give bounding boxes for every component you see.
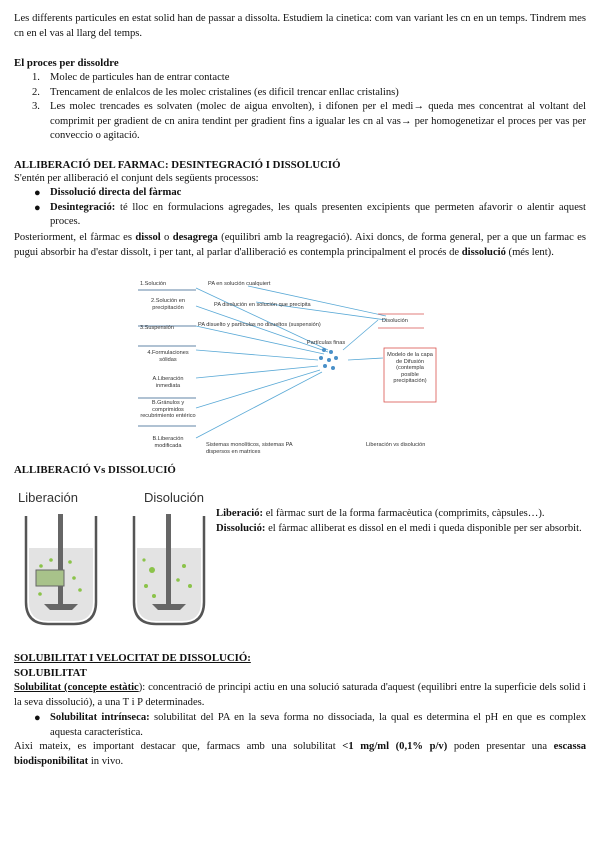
diagram-box-5: A.Liberación inmediata [152,376,184,389]
solubilitat-bullets [14,711,586,740]
liberation-diagram [138,280,460,458]
list-item: ● Solubilitat intrínseca: solubilitat del PA en la seva forma no dissociada, la qual es determina el pH en que es complex aquesta característica. [34,712,586,738]
beakers-illustration [14,486,214,632]
alliberacio-heading: ALLIBERACIÓ DEL FARMAC: DESINTEGRACIÓ I DISSOLUCIÓ [14,159,341,171]
proces-list [14,71,586,144]
diagram-right-top: Disolución [382,318,408,324]
beakers-svg [14,486,214,632]
vs-heading: ALLIBERACIÓ Vs DISSOLUCIÓ [14,464,176,476]
list-item: ● Dissolució directa del fàrmac [34,187,182,199]
liberacio-definition: Liberació: el fàrmac surt de la forma farmacèutica (comprimits, càpsules…). [216,508,545,519]
proces-heading: El proces per dissoldre [14,57,119,69]
disolution-beaker [134,514,204,624]
diagram-box-2: 2.Solución en precipitación [151,298,185,311]
solubilitat-final: Aixi mateix, es important destacar que, farmacs amb una solubilitat <1 mg/ml (0,1% p/v) poden presentar una escassa biodisponibilitat in vivo. [14,741,587,767]
solubilitat-heading: SOLUBILITAT I VELOCITAT DE DISSOLUCIÓ: [14,652,251,664]
liberation-beaker [26,514,96,624]
diagram-box-4: 4.Formulaciones sólidas [147,350,189,363]
diagram-box-3: 3.Suspensión [140,325,174,331]
diagram-label-3: PA disuelto y partículas no disueltos (suspensión) [198,322,321,328]
solubilitat-subheading: SOLUBILITAT [14,667,87,679]
alliberacio-intro: S'entén per alliberació el conjunt dels següents processos: [14,173,259,184]
diagram-bottom-right: Liberación vs disolución [366,442,426,448]
diagram-top-label: PA en solución cualquiert [208,281,271,287]
list-item: 1. Molec de particules han de entrar contacte [32,72,230,83]
intro-paragraph: Les differents particules en estat solid han de passar a dissolta. Estudiem la cinetica: com van variant les cn en un temps. Tindrem mes cn en el vas al llarg del temps. [14,13,586,39]
diagram-box-6: B.Gránulos y comprimidos recubrimiento entérico [140,400,196,419]
list-item: 3. Les molec trencades es solvaten (molec de aigua envolten), i difonen per el medi→ queda mes concentrat al voltant del comprimit per gradient de cn anira tendint per gradient fins a igualar les cn al vas→ per homogenetizar el proces per vas per conveccio o agitació. [32,101,586,141]
diagram-box-7: B.Liberación modificada [152,436,184,449]
list-item: 2. Trencament de enlalcos de les molec cristalines (es dificil trencar enllac cristalins) [32,86,399,98]
list-item: ● Desintegració: té lloc en formulacions agregades, les quals presenten excipients que permeten afavorir o alentir aquest proces. [34,201,586,227]
diagram-box-1: 1.Solución [140,281,167,287]
disolution-label: Disolución [144,490,204,505]
liberation-label: Liberación [18,490,78,505]
alliberacio-paragraph: Posteriorment, el fàrmac es dissol o desagrega (equilibri amb la reagregació). Aixi doncs, de forma general, per a que un farmac es pugui absorbir ha d'estar dissolt, i per tant, al parlar d'alliberació es contempla principalment el procés de dissolució (més lent). [14,232,586,258]
diagram-label-2: PA disolución en solución que precipita [214,302,311,308]
dissolucio-definition: Dissolució: el fàrmac alliberat es dissol en el medi i queda disponible per ser absorbit. [216,522,582,534]
diagram-center-label: Partículas finas [306,340,346,346]
diagram-bottom-left: Sistemas monolíticos, sistemas PA dispersos en matrices [206,442,293,455]
diagram-right-box: Modelo de la capa de Difusión (contempla posible precipitación) [387,352,433,384]
alliberacio-bullets [14,186,586,230]
solubilitat-concept: Solubilitat (concepte estàtic): concentració de principi actiu en una solució saturada d'aquest (equilibri entre la superficie dels solid i la seva dissolució), a una T i P determinades. [14,682,586,708]
vs-description [216,507,586,536]
